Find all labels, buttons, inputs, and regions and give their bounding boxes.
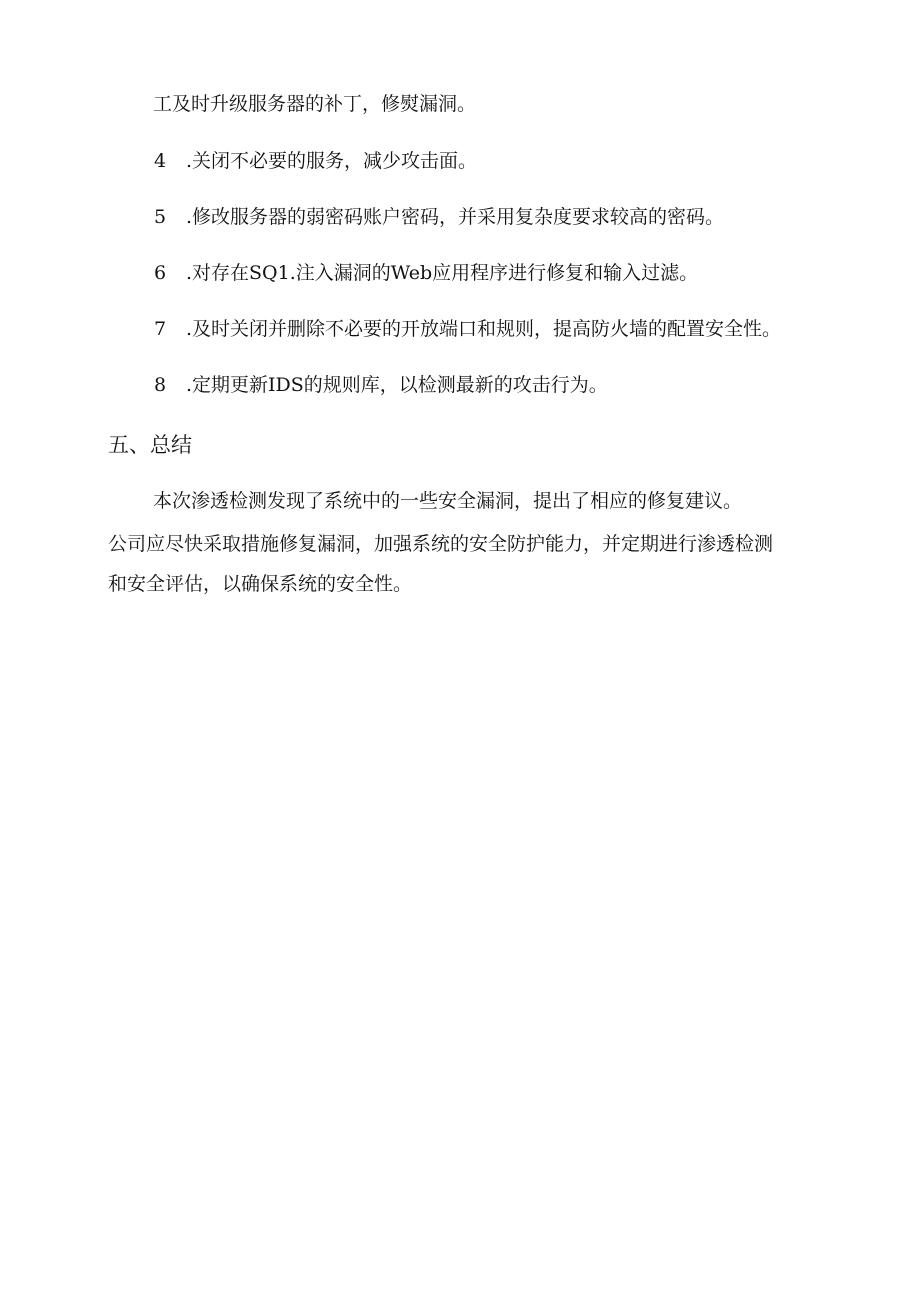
item-number: 8 <box>154 374 167 396</box>
item-number: 6 <box>154 262 167 284</box>
item-text: .修改服务器的弱密码账户密码，并采用复杂度要求较高的密码。 <box>186 206 725 228</box>
summary-line: 公司应尽快采取措施修复漏洞，加强系统的安全防护能力，并定期进行渗透检测 <box>108 533 774 555</box>
summary-line: 和安全评估，以确保系统的安全性。 <box>108 573 413 595</box>
item-text: .及时关闭并删除不必要的开放端口和规则，提高防火墙的配置安全性。 <box>186 318 782 340</box>
recommendation-continuation: 工及时升级服务器的补丁，修熨漏洞。 <box>153 93 477 115</box>
item-text: .对存在SQ1.注入漏洞的Web应用程序进行修复和输入过滤。 <box>186 262 699 284</box>
section-heading: 五、总结 <box>108 433 192 457</box>
recommendation-item <box>154 208 724 227</box>
recommendation-item <box>154 376 608 395</box>
item-text: .定期更新IDS的规则库，以检测最新的攻击行为。 <box>186 374 608 396</box>
summary-line: 本次渗透检测发现了系统中的一些安全漏洞，提出了相应的修复建议。 <box>153 490 743 512</box>
recommendation-item <box>154 320 781 339</box>
item-text: .关闭不必要的服务，减少攻击面。 <box>186 150 478 172</box>
recommendation-item <box>154 152 477 171</box>
item-number: 4 <box>154 150 167 172</box>
item-number: 7 <box>154 318 167 340</box>
recommendation-item <box>154 264 698 283</box>
item-number: 5 <box>154 206 167 228</box>
